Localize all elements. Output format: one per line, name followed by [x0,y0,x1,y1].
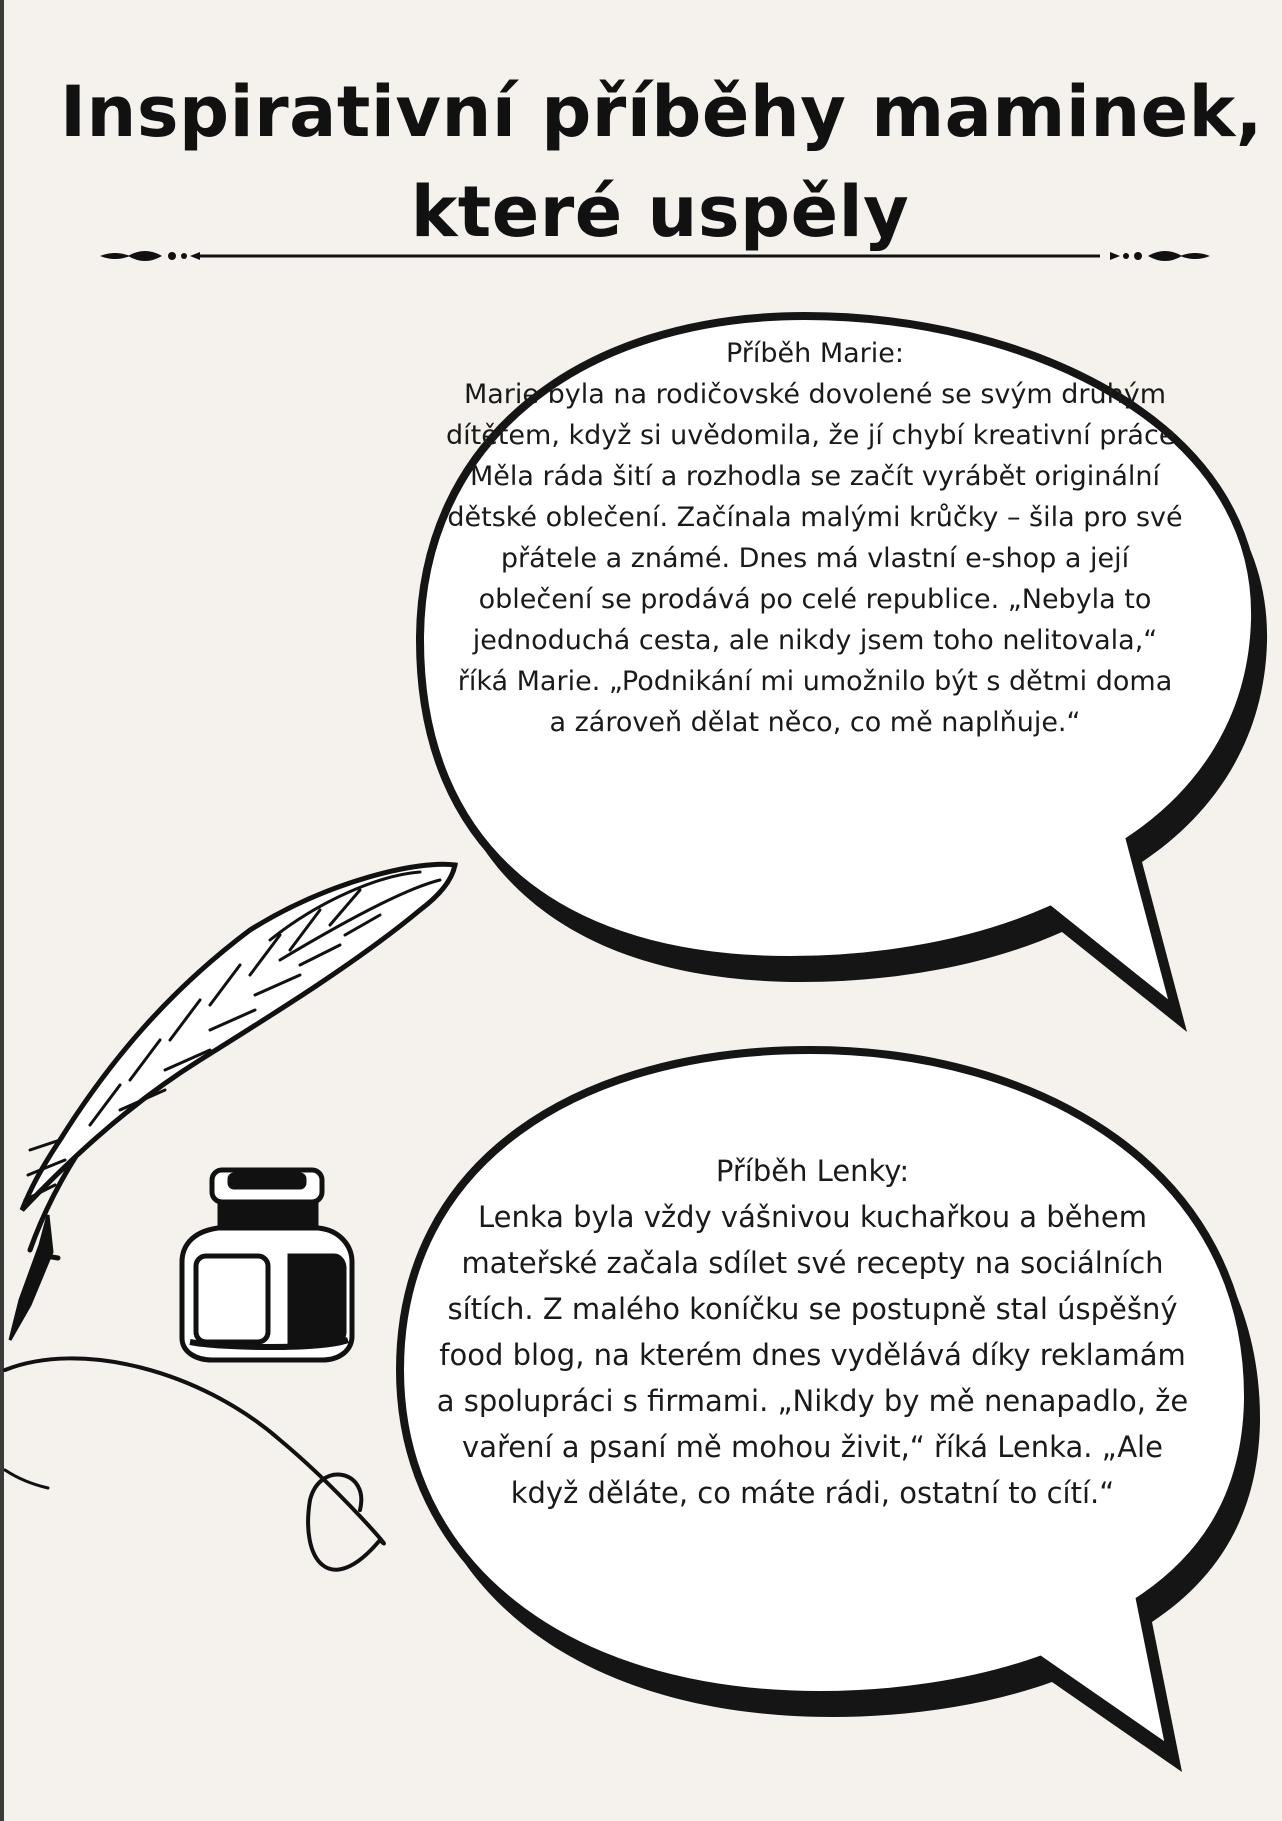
story-line: Marie byla na rodičovské dovolené se svým druhým [463,379,1167,410]
story-marie [435,333,1195,743]
story-lenka [415,1148,1210,1516]
story-line: přátele a známé. Dnes má vlastní e-shop a její [500,543,1130,574]
story-line: Lenka byla vždy vášnivou kuchařkou a během [477,1200,1148,1234]
title-line-1: Inspirativní příběhy maminek, [60,71,1263,153]
story-line: jednoduchá cesta, ale nikdy jsem toho nelitovala,“ [472,625,1158,656]
story-line: a zároveň dělat něco, co mě naplňuje.“ [549,707,1081,738]
story-line: říká Marie. „Podnikání mi umožnilo být s dětmi doma [457,666,1173,697]
story-line: vaření a psaní mě mohou živit,“ říká Lenka. „Ale [462,1430,1163,1464]
story-line: oblečení se prodává po celé republice. „Nebyla to [478,584,1152,615]
inkwell-icon [182,1170,352,1360]
story-line: a spolupráci s firmami. „Nikdy by mě nenapadlo, že [436,1384,1189,1418]
story-line: dětské oblečení. Začínala malými krůčky – šila pro své [447,502,1183,533]
story-line: když děláte, co máte rádi, ostatní to cítí.“ [510,1476,1115,1510]
ornamental-divider [100,251,1210,261]
title-line-2: které uspěly [410,171,910,253]
story-heading: Příběh Lenky: [715,1154,910,1188]
story-line: food blog, na kterém dnes vydělává díky reklamám [439,1338,1186,1372]
story-line: Měla ráda šití a rozhodla se začít vyrábět originální [470,461,1160,492]
story-heading: Příběh Marie: [725,338,904,369]
story-line: dítětem, když si uvědomila, že jí chybí kreativní práce. [445,420,1185,451]
story-line: mateřské začala sdílet své recepty na sociálních [461,1246,1164,1280]
story-line: sítích. Z malého koníčku se postupně stal úspěšný [447,1292,1178,1326]
